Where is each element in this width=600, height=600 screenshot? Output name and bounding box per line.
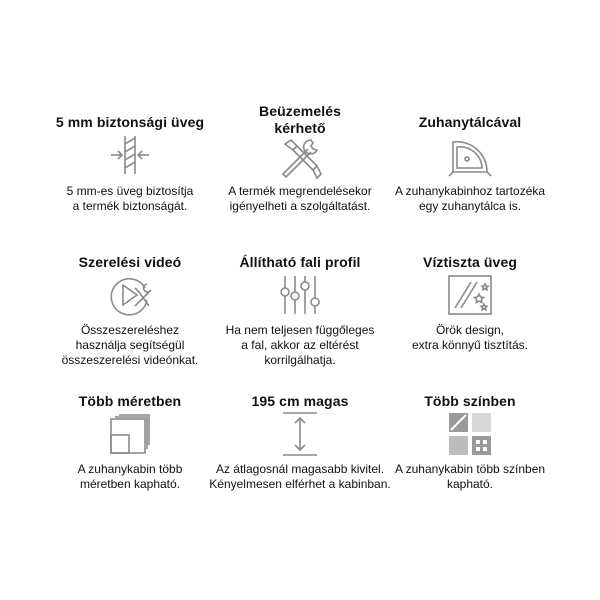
clear-glass-icon xyxy=(445,270,495,320)
desc-line: igényelheti a szolgáltatást. xyxy=(229,199,371,213)
feature-description xyxy=(370,462,570,492)
desc-line: extra könnyű tisztítás. xyxy=(411,338,529,352)
desc-line: a termék biztonságát. xyxy=(72,199,188,213)
multiple-sizes-icon xyxy=(105,409,155,459)
video-tools-icon xyxy=(105,270,155,320)
desc-line: 5 mm-es üveg biztosítja xyxy=(66,184,194,198)
feature-title: 5 mm biztonsági üveg xyxy=(55,114,205,130)
desc-line: a fal, akkor az eltérést xyxy=(241,338,359,352)
desc-line: A zuhanykabinhoz tartozéka xyxy=(394,184,546,198)
height-icon xyxy=(275,409,325,459)
feature-title: Állítható fali profil xyxy=(239,254,361,270)
desc-line: Az átlagosnál magasabb kivitel. xyxy=(215,462,385,476)
desc-line: A zuhanykabin több színben xyxy=(394,462,546,476)
desc-line: kapható. xyxy=(446,477,494,491)
adjustable-profile-icon xyxy=(275,270,325,320)
title-line: kérhető xyxy=(274,120,326,136)
desc-line: A termék megrendelésekor xyxy=(228,184,372,198)
feature-description xyxy=(370,184,570,214)
feature-description xyxy=(370,323,570,353)
shower-tray-icon xyxy=(445,130,495,180)
desc-line: Kényelmesen elférhet a kabinban. xyxy=(209,477,391,491)
feature-title: 195 cm magas xyxy=(251,393,349,409)
multiple-colors-icon xyxy=(445,409,495,459)
desc-line: egy zuhanytálca is. xyxy=(418,199,522,213)
feature-title: Víztiszta üveg xyxy=(423,254,517,270)
desc-line: Örök design, xyxy=(435,323,505,337)
feature-title: Zuhanytálcával xyxy=(418,114,522,130)
desc-line: használja segítségül xyxy=(75,338,185,352)
desc-line: A zuhanykabin több xyxy=(77,462,183,476)
feature-title: Több színben xyxy=(424,393,516,409)
feature-title: Több méretben xyxy=(78,393,182,409)
desc-line: összeszerelési videónkat. xyxy=(61,353,199,367)
desc-line: Ha nem teljesen függőleges xyxy=(225,323,375,337)
desc-line: Összeszereléshez xyxy=(80,323,180,337)
glass-thickness-icon xyxy=(105,130,155,180)
desc-line: korrilgálhatja. xyxy=(264,353,336,367)
title-line: Beüzemelés xyxy=(259,103,341,119)
desc-line: méretben kapható. xyxy=(79,477,181,491)
feature-title: Szerelési videó xyxy=(78,254,182,270)
tools-icon xyxy=(275,132,325,182)
